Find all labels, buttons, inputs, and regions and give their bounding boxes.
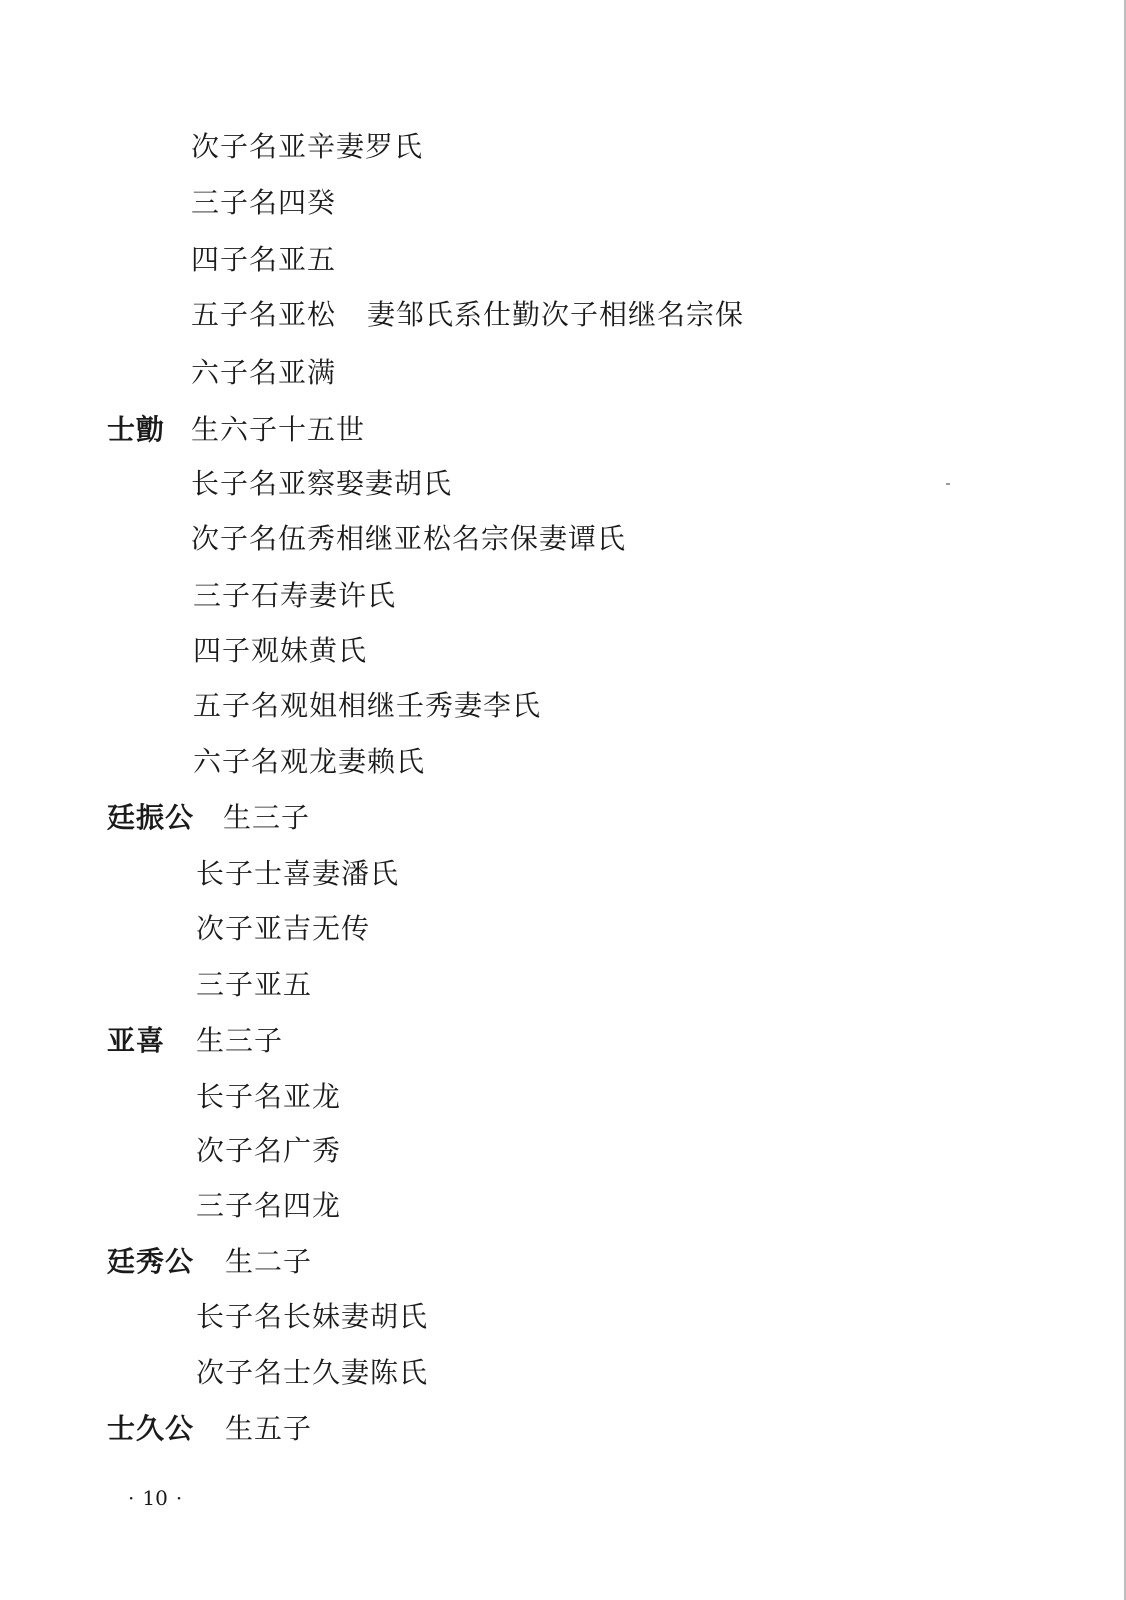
scan-speck <box>946 483 950 485</box>
line-cizi-yaji: 次子亚吉无传 <box>196 912 371 945</box>
line-tingxiu-sons: 生二子 <box>225 1245 313 1278</box>
line-zhangzi-yalong: 长子名亚龙 <box>196 1080 342 1113</box>
line-tingzhen-sons: 生三子 <box>223 801 311 834</box>
line-liuzi-guanlong: 六子名观龙妻赖氏 <box>193 745 426 778</box>
line-sanzi-yawu: 三子亚五 <box>196 968 313 1001</box>
line-cizi-shijiu: 次子名士久妻陈氏 <box>196 1356 429 1389</box>
line-zhangzi-changmei: 长子名长妹妻胡氏 <box>196 1300 429 1333</box>
heading-shijiu: 士久公 <box>107 1412 195 1445</box>
page-number-dot-left: · <box>128 1486 135 1510</box>
heading-tingxiu: 廷秀公 <box>107 1245 195 1278</box>
page-number <box>120 1486 190 1510</box>
line-wuzi-guanjie: 五子名观姐相继壬秀妻李氏 <box>193 689 542 722</box>
line-sizi-yawu: 四子名亚五 <box>191 243 337 276</box>
line-wuzi-yasong: 五子名亚松 <box>191 298 337 331</box>
heading-yaxi: 亚喜 <box>107 1024 166 1057</box>
page-number-value: 10 <box>142 1486 168 1510</box>
page-number-dot-right: · <box>175 1486 183 1510</box>
line-cizi-yaxin: 次子名亚辛妻罗氏 <box>191 130 424 163</box>
note-yasong: 妻邹氏系仕勤次子相继名宗保 <box>367 298 745 331</box>
line-sanzi-sigui: 三子名四癸 <box>191 186 337 219</box>
heading-tingzhen: 廷振公 <box>107 801 195 834</box>
line-sanzi-shishou: 三子石寿妻许氏 <box>193 579 397 612</box>
line-sanzi-silong: 三子名四龙 <box>196 1189 342 1222</box>
line-sizi-guanmei: 四子观妹黄氏 <box>193 634 368 667</box>
heading-shiqin: 士勯 <box>107 413 166 446</box>
line-liuzi-yaman: 六子名亚满 <box>191 356 337 389</box>
line-yaxi-sons: 生三子 <box>196 1024 284 1057</box>
line-shiqin-sons: 生六子十五世 <box>191 413 366 446</box>
line-zhangzi-yacha: 长子名亚察娶妻胡氏 <box>191 467 453 500</box>
line-cizi-guangxiu: 次子名广秀 <box>196 1134 342 1167</box>
line-shijiu-sons: 生五子 <box>225 1412 313 1445</box>
line-cizi-wuxiu: 次子名伍秀相继亚松名宗保妻谭氏 <box>191 522 627 555</box>
line-zhangzi-shixi: 长子士喜妻潘氏 <box>196 857 400 890</box>
